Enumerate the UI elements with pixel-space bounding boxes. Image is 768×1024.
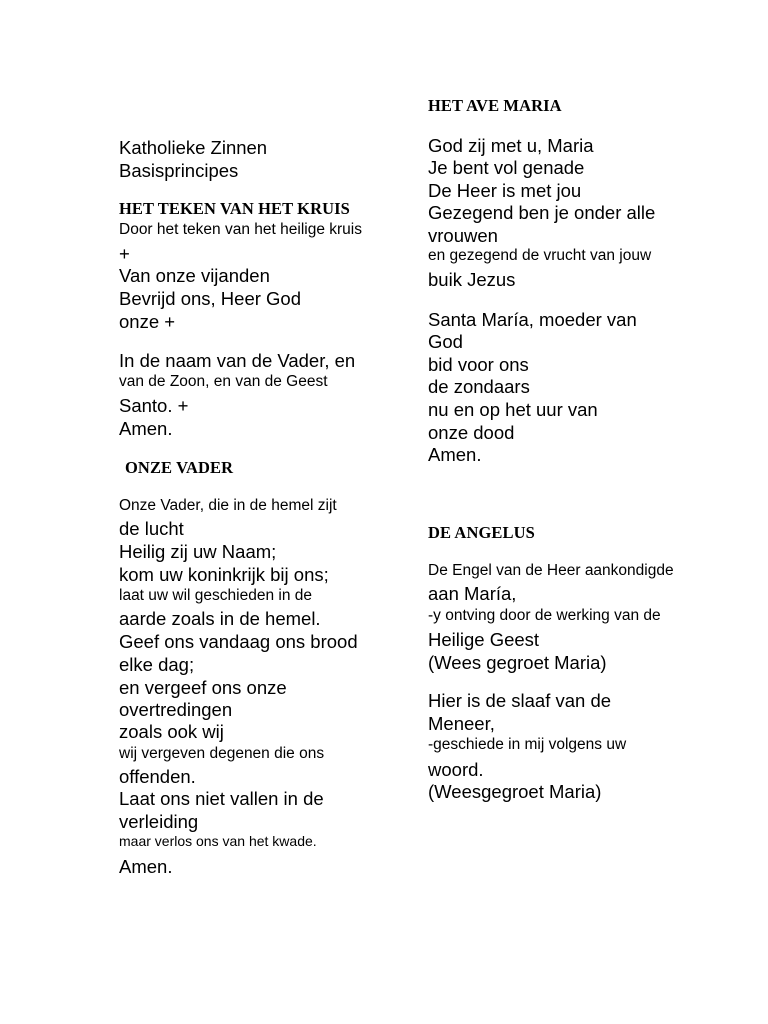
ave-maria-line: De Heer is met jou [428,180,582,201]
onze-vader-line: wij vergeven degenen die ons [119,745,325,762]
onze-vader-line: overtredingen [119,699,233,720]
onze-vader-line: verleiding [119,811,199,832]
ave-maria-line: Santa María, moeder van [428,309,637,330]
kruis-line: In de naam van de Vader, en [119,350,356,371]
kruis-line: onze + [119,311,176,332]
onze-vader-line: kom uw koninkrijk bij ons; [119,564,329,585]
angelus-line: De Engel van de Heer aankondigde [428,562,674,579]
heading-onze-vader: ONZE VADER [125,458,234,477]
onze-vader-line: Onze Vader, die in de hemel zijt [119,497,337,514]
onze-vader-line: laat uw wil geschieden in de [119,587,313,604]
ave-maria-line: de zondaars [428,376,530,397]
ave-maria-line: God [428,331,463,352]
onze-vader-line: en vergeef ons onze [119,677,287,698]
ave-maria-line: vrouwen [428,225,498,246]
onze-vader-line: aarde zoals in de hemel. [119,608,321,629]
angelus-line: -geschiede in mij volgens uw [428,736,627,753]
angelus-line: Meneer, [428,713,495,734]
onze-vader-line: offenden. [119,766,196,787]
angelus-line: (Wees gegroet Maria) [428,652,607,673]
ave-maria-line: Je bent vol genade [428,157,585,178]
kruis-line: Van onze vijanden [119,265,270,286]
ave-maria-line: Amen. [428,444,482,465]
onze-vader-line: Amen. [119,856,173,877]
angelus-line: woord. [428,759,484,780]
ave-maria-line: Gezegend ben je onder alle [428,202,656,223]
document-subtitle: Basisprincipes [119,160,239,181]
onze-vader-line: zoals ook wij [119,721,224,742]
angelus-line: Heilige Geest [428,629,540,650]
angelus-line: aan María, [428,583,517,604]
ave-maria-line: bid voor ons [428,354,529,375]
ave-maria-line: God zij met u, Maria [428,135,594,156]
kruis-line: van de Zoon, en van de Geest [119,373,328,390]
angelus-line: -y ontving door de werking van de [428,607,661,624]
kruis-line: Santo. + [119,395,189,416]
onze-vader-line: de lucht [119,518,184,539]
kruis-line: + [119,243,130,264]
onze-vader-line: Geef ons vandaag ons brood [119,631,358,652]
kruis-line: Door het teken van het heilige kruis [119,221,362,238]
onze-vader-line: Laat ons niet vallen in de [119,788,324,809]
ave-maria-line: onze dood [428,422,515,443]
heading-angelus: DE ANGELUS [428,523,535,542]
onze-vader-line: Heilig zij uw Naam; [119,541,277,562]
angelus-line: (Weesgegroet Maria) [428,781,602,802]
angelus-line: Hier is de slaaf van de [428,690,612,711]
heading-kruis: HET TEKEN VAN HET KRUIS [119,199,350,218]
ave-maria-line: buik Jezus [428,269,516,290]
ave-maria-line: nu en op het uur van [428,399,598,420]
document-title: Katholieke Zinnen [119,137,268,158]
kruis-line: Bevrijd ons, Heer God [119,288,302,309]
heading-ave-maria: HET AVE MARIA [428,96,562,115]
kruis-line: Amen. [119,418,173,439]
onze-vader-line: elke dag; [119,654,195,675]
onze-vader-line: maar verlos ons van het kwade. [119,833,317,849]
ave-maria-line: en gezegend de vrucht van jouw [428,247,652,264]
